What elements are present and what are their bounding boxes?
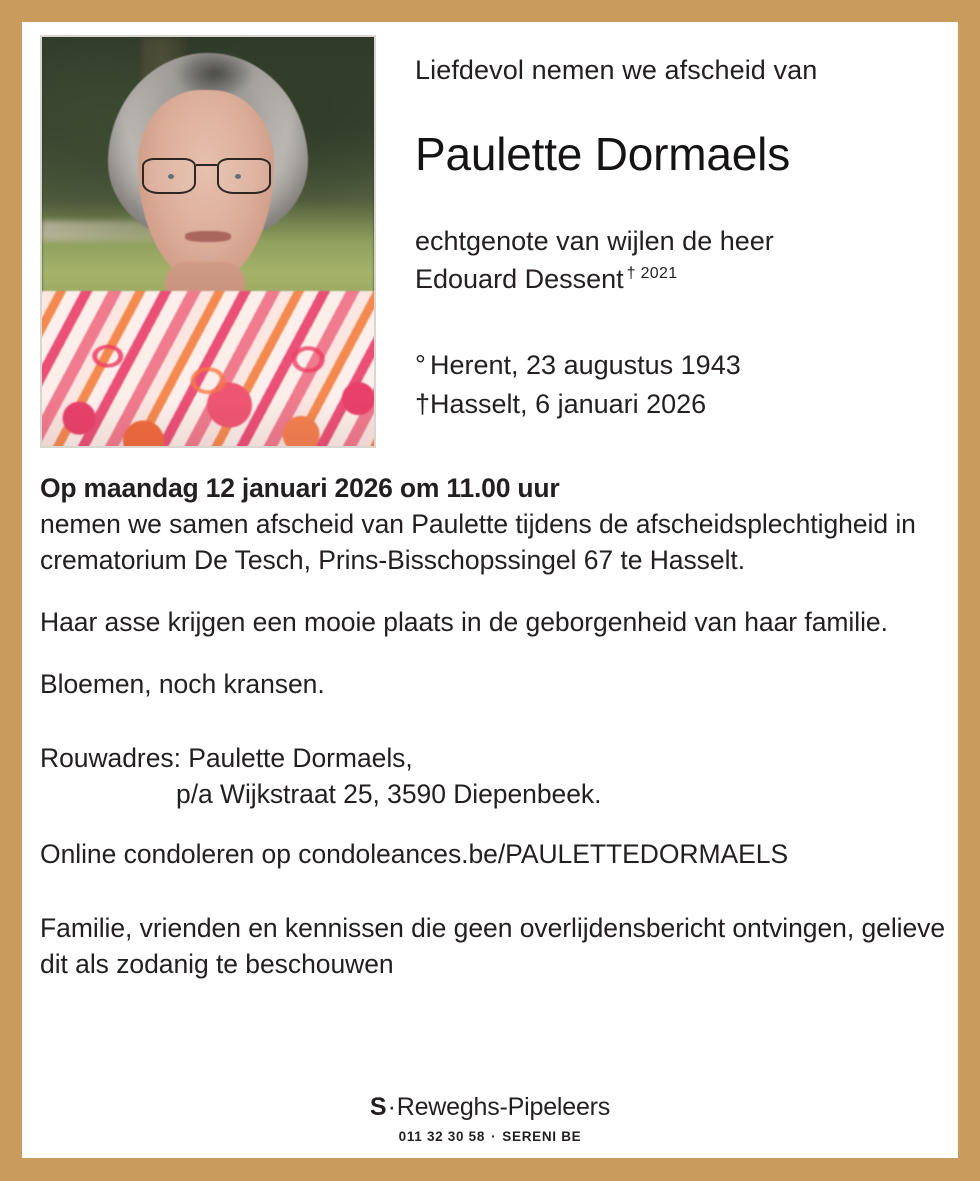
brand-name: SERENI BE xyxy=(502,1129,582,1144)
photo-glasses-bridge xyxy=(196,164,217,167)
funeral-home-logo xyxy=(22,1093,958,1122)
logo-middot-icon: · xyxy=(387,1093,396,1121)
death-cross-icon: † xyxy=(415,388,431,419)
spouse-name: Edouard Dessent xyxy=(415,264,624,295)
spouse-death-year: 2021 xyxy=(640,265,678,283)
online-condolences-paragraph[interactable]: Online condoleren op condoleances.be/PAULETTEDORMAELS xyxy=(40,839,789,870)
logo-s-mark: S xyxy=(369,1093,387,1121)
deceased-name: Paulette Dormaels xyxy=(415,128,790,181)
phone-number[interactable]: 011 32 30 58 xyxy=(398,1129,486,1144)
flowers-paragraph: Bloemen, noch kransen. xyxy=(40,669,325,700)
ceremony-details: nemen we samen afscheid van Paulette tijdens de afscheidsplechtigheid in crematorium De Tesch, Prins-Bisschopssingel 67 te Hasselt. xyxy=(40,509,916,576)
spouse-death-superscript xyxy=(627,265,678,282)
mourning-address-paragraph xyxy=(40,740,950,812)
ceremony-paragraph xyxy=(40,470,950,578)
announcement-body xyxy=(40,470,950,982)
photo-right-lens xyxy=(217,158,271,195)
photo-bottom-shading xyxy=(42,397,374,446)
photo-eyeglasses xyxy=(142,158,271,195)
ceremony-datetime: Op maandag 12 januari 2026 om 11.00 uur xyxy=(40,473,560,503)
birth-details: Herent, 23 augustus 1943 xyxy=(430,350,741,381)
general-notice-paragraph: Familie, vrienden en kennissen die geen overlijdensbericht ontvingen, gelieve dit als zodanig te beschouwen xyxy=(40,913,946,980)
photo-left-lens xyxy=(142,158,196,195)
birth-symbol-icon: ° xyxy=(415,350,426,381)
photo-mouth xyxy=(185,231,231,242)
mourning-address-street: p/a Wijkstraat 25, 3590 Diepenbeek. xyxy=(176,779,602,810)
header-section xyxy=(22,22,958,457)
mourning-address-label: Rouwadres: Paulette Dormaels, xyxy=(40,743,413,774)
deceased-heading-block xyxy=(415,22,945,423)
portrait-photo xyxy=(42,37,374,446)
death-details: Hasselt, 6 januari 2026 xyxy=(430,388,707,419)
life-dates-block xyxy=(415,346,945,423)
ashes-paragraph: Haar asse krijgen een mooie plaats in de geborgenheid van haar familie. xyxy=(40,607,888,638)
funeral-home-contact xyxy=(22,1129,958,1144)
cross-icon: † xyxy=(626,265,636,283)
farewell-lead-text: Liefdevol nemen we afscheid van xyxy=(415,55,818,85)
portrait-photo-frame xyxy=(40,35,376,448)
spouse-block xyxy=(415,222,945,299)
announcement-paper xyxy=(22,22,958,1158)
funeral-home-name: Reweghs-Pipeleers xyxy=(396,1093,611,1121)
funeral-home-footer xyxy=(22,1093,958,1144)
contact-separator-icon: · xyxy=(491,1129,497,1144)
spouse-relation-label: echtgenote van wijlen de heer xyxy=(415,225,774,256)
